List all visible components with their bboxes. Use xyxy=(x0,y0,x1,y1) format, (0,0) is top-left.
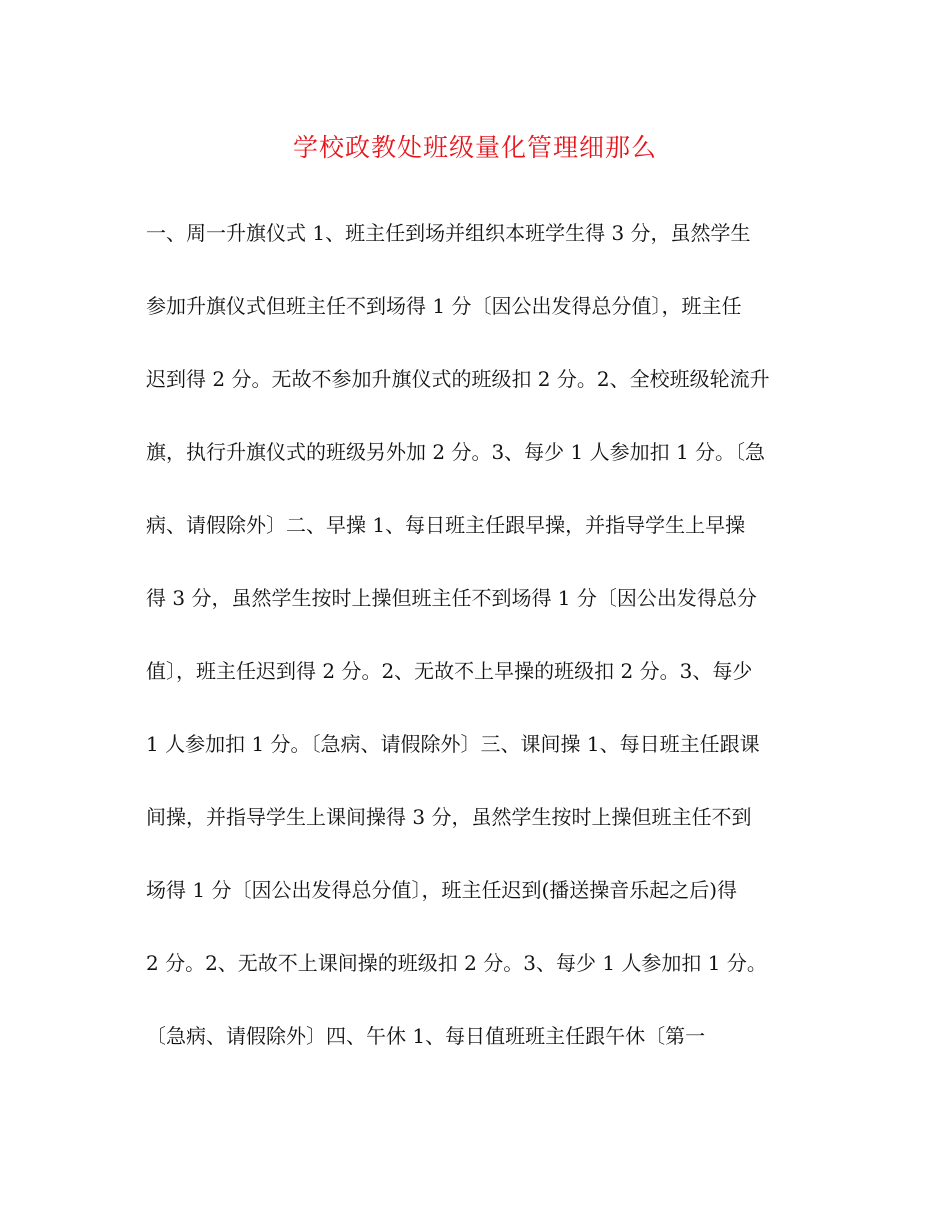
document-body xyxy=(146,205,806,1081)
body-line: 迟到得 2 分。无故不参加升旗仪式的班级扣 2 分。2、全校班级轮流升 xyxy=(146,367,770,391)
body-line: 间操，并指导学生上课间操得 3 分，虽然学生按时上操但班主任不到 xyxy=(146,805,752,829)
body-line: 场得 1 分〔因公出发得总分值〕，班主任迟到(播送操音乐起之后)得 xyxy=(146,878,738,902)
body-line: 值〕，班主任迟到得 2 分。2、无故不上早操的班级扣 2 分。3、每少 xyxy=(146,659,753,683)
body-line: 参加升旗仪式但班主任不到场得 1 分〔因公出发得总分值〕，班主任 xyxy=(146,294,742,318)
body-line: 一、周一升旗仪式 1、班主任到场并组织本班学生得 3 分，虽然学生 xyxy=(146,221,751,245)
document-title: 学校政教处班级量化管理细那么 xyxy=(292,133,657,162)
body-line: 病、请假除外〕二、早操 1、每日班主任跟早操，并指导学生上早操 xyxy=(146,513,746,537)
body-line: 得 3 分，虽然学生按时上操但班主任不到场得 1 分〔因公出发得总分 xyxy=(146,586,757,610)
body-line: 〔急病、请假除外〕四、午休 1、每日值班班主任跟午休〔第一 xyxy=(146,1024,706,1048)
body-line: 1 人参加扣 1 分。〔急病、请假除外〕三、课间操 1、每日班主任跟课 xyxy=(146,732,760,756)
body-line: 2 分。2、无故不上课间操的班级扣 2 分。3、每少 1 人参加扣 1 分。 xyxy=(146,951,767,975)
body-line: 旗，执行升旗仪式的班级另外加 2 分。3、每少 1 人参加扣 1 分。〔急 xyxy=(146,440,766,464)
